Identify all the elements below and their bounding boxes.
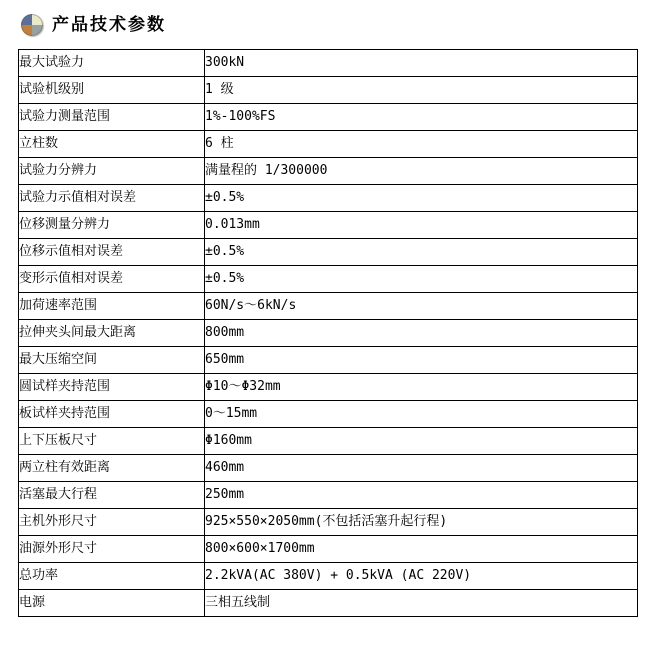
param-label: 主机外形尺寸 <box>19 509 205 536</box>
table-row <box>19 401 638 428</box>
page-header <box>0 0 657 39</box>
table-row <box>19 50 638 77</box>
table-row <box>19 347 638 374</box>
param-value: 925×550×2050mm(不包括活塞升起行程) <box>205 509 638 536</box>
param-value: Φ10～Φ32mm <box>205 374 638 401</box>
table-row <box>19 266 638 293</box>
param-label: 加荷速率范围 <box>19 293 205 320</box>
table-row <box>19 428 638 455</box>
table-row <box>19 77 638 104</box>
param-label: 拉伸夹头间最大距离 <box>19 320 205 347</box>
spec-table-body <box>19 50 638 617</box>
param-value: ±0.5% <box>205 266 638 293</box>
param-value: 1%-100%FS <box>205 104 638 131</box>
param-label: 变形示值相对误差 <box>19 266 205 293</box>
table-row <box>19 158 638 185</box>
param-label: 最大试验力 <box>19 50 205 77</box>
param-value: 6 柱 <box>205 131 638 158</box>
table-row <box>19 536 638 563</box>
page-title: 产品技术参数 <box>52 14 166 35</box>
param-value: 60N/s～6kN/s <box>205 293 638 320</box>
param-value: ±0.5% <box>205 185 638 212</box>
param-value: 800mm <box>205 320 638 347</box>
param-value: 300kN <box>205 50 638 77</box>
param-label: 板试样夹持范围 <box>19 401 205 428</box>
param-label: 试验力测量范围 <box>19 104 205 131</box>
param-label: 最大压缩空间 <box>19 347 205 374</box>
table-row <box>19 509 638 536</box>
param-label: 试验机级别 <box>19 77 205 104</box>
table-row <box>19 455 638 482</box>
table-row <box>19 320 638 347</box>
param-label: 两立柱有效距离 <box>19 455 205 482</box>
param-label: 位移示值相对误差 <box>19 239 205 266</box>
param-value: 0～15mm <box>205 401 638 428</box>
param-value: 1 级 <box>205 77 638 104</box>
param-value: 2.2kVA(AC 380V) + 0.5kVA (AC 220V) <box>205 563 638 590</box>
table-row <box>19 293 638 320</box>
table-row <box>19 212 638 239</box>
table-row <box>19 185 638 212</box>
param-value: 250mm <box>205 482 638 509</box>
spec-table <box>18 49 638 617</box>
param-label: 总功率 <box>19 563 205 590</box>
param-label: 圆试样夹持范围 <box>19 374 205 401</box>
param-value: 650mm <box>205 347 638 374</box>
table-row <box>19 563 638 590</box>
param-value: 460mm <box>205 455 638 482</box>
table-row <box>19 374 638 401</box>
param-value: 800×600×1700mm <box>205 536 638 563</box>
param-value: Φ160mm <box>205 428 638 455</box>
param-label: 活塞最大行程 <box>19 482 205 509</box>
param-value: 0.013mm <box>205 212 638 239</box>
param-label: 位移测量分辨力 <box>19 212 205 239</box>
pie-chart-icon <box>21 14 43 36</box>
table-row <box>19 590 638 617</box>
param-label: 电源 <box>19 590 205 617</box>
table-row <box>19 482 638 509</box>
table-row <box>19 104 638 131</box>
param-label: 试验力分辨力 <box>19 158 205 185</box>
table-row <box>19 131 638 158</box>
param-label: 油源外形尺寸 <box>19 536 205 563</box>
param-value: 三相五线制 <box>205 590 638 617</box>
param-label: 试验力示值相对误差 <box>19 185 205 212</box>
param-value: 满量程的 1/300000 <box>205 158 638 185</box>
param-value: ±0.5% <box>205 239 638 266</box>
param-label: 立柱数 <box>19 131 205 158</box>
table-row <box>19 239 638 266</box>
param-label: 上下压板尺寸 <box>19 428 205 455</box>
